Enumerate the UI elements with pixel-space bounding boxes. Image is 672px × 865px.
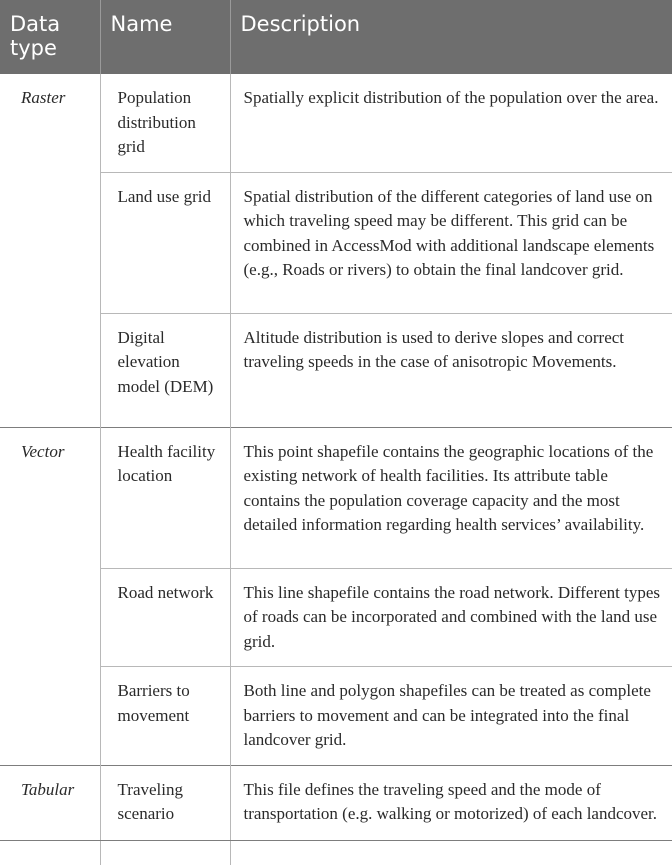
name-cell: Land use grid	[100, 172, 230, 313]
table-row	[0, 765, 672, 865]
description-cell: This point shapefile contains the geographic locations of the existing network of health facilities. Its attribute table contains the population coverage capacity and the most detailed information regarding health services’ availability.	[230, 427, 672, 568]
data-type-cell	[0, 313, 100, 427]
header-name: Name	[100, 0, 230, 74]
table-row	[0, 667, 672, 766]
table-row	[0, 172, 672, 313]
table-body	[0, 74, 672, 865]
table-row	[0, 427, 672, 568]
header-row	[0, 0, 672, 74]
header-description: Description	[230, 0, 672, 74]
data-type-cell	[0, 667, 100, 766]
name-cell: Digital elevation model (DEM)	[100, 313, 230, 427]
data-type-cell: Raster	[21, 88, 66, 107]
table-row	[0, 313, 672, 427]
data-type-cell: Vector	[0, 427, 100, 568]
data-type-cell	[0, 568, 100, 667]
name-cell: Barriers to movement	[100, 667, 230, 766]
header-data-type: Data type	[0, 0, 100, 74]
description-cell: This line shapefile contains the road network. Different types of roads can be incorporated and combined with the land use grid.	[230, 568, 672, 667]
name-cell: Health facility location	[100, 427, 230, 568]
table-header	[0, 0, 672, 74]
description-cell: Spatial distribution of the different categories of land use on which traveling speed may be different. This grid can be combined in AccessMod with additional landscape elements (e.g., Roads or rivers) to obtain the final landcover grid.	[230, 172, 672, 313]
description-cell: This file defines the traveling speed and the mode of transportation (e.g. walking or motorized) of each landcover.	[230, 765, 672, 865]
data-type-cell	[0, 172, 100, 313]
table-row	[0, 568, 672, 667]
data-type-cell: Tabular	[0, 765, 100, 865]
name-cell: Traveling scenario	[100, 765, 230, 865]
name-cell: Road network	[100, 568, 230, 667]
description-cell: Both line and polygon shapefiles can be treated as complete barriers to movement and can be integrated into the final landcover grid.	[230, 667, 672, 766]
description-cell: Spatially explicit distribution of the population over the area.	[230, 74, 672, 172]
description-cell: Altitude distribution is used to derive slopes and correct traveling speeds in the case of anisotropic Movements.	[230, 313, 672, 427]
name-cell: Population distribution grid	[100, 74, 230, 172]
table-row	[0, 74, 672, 172]
